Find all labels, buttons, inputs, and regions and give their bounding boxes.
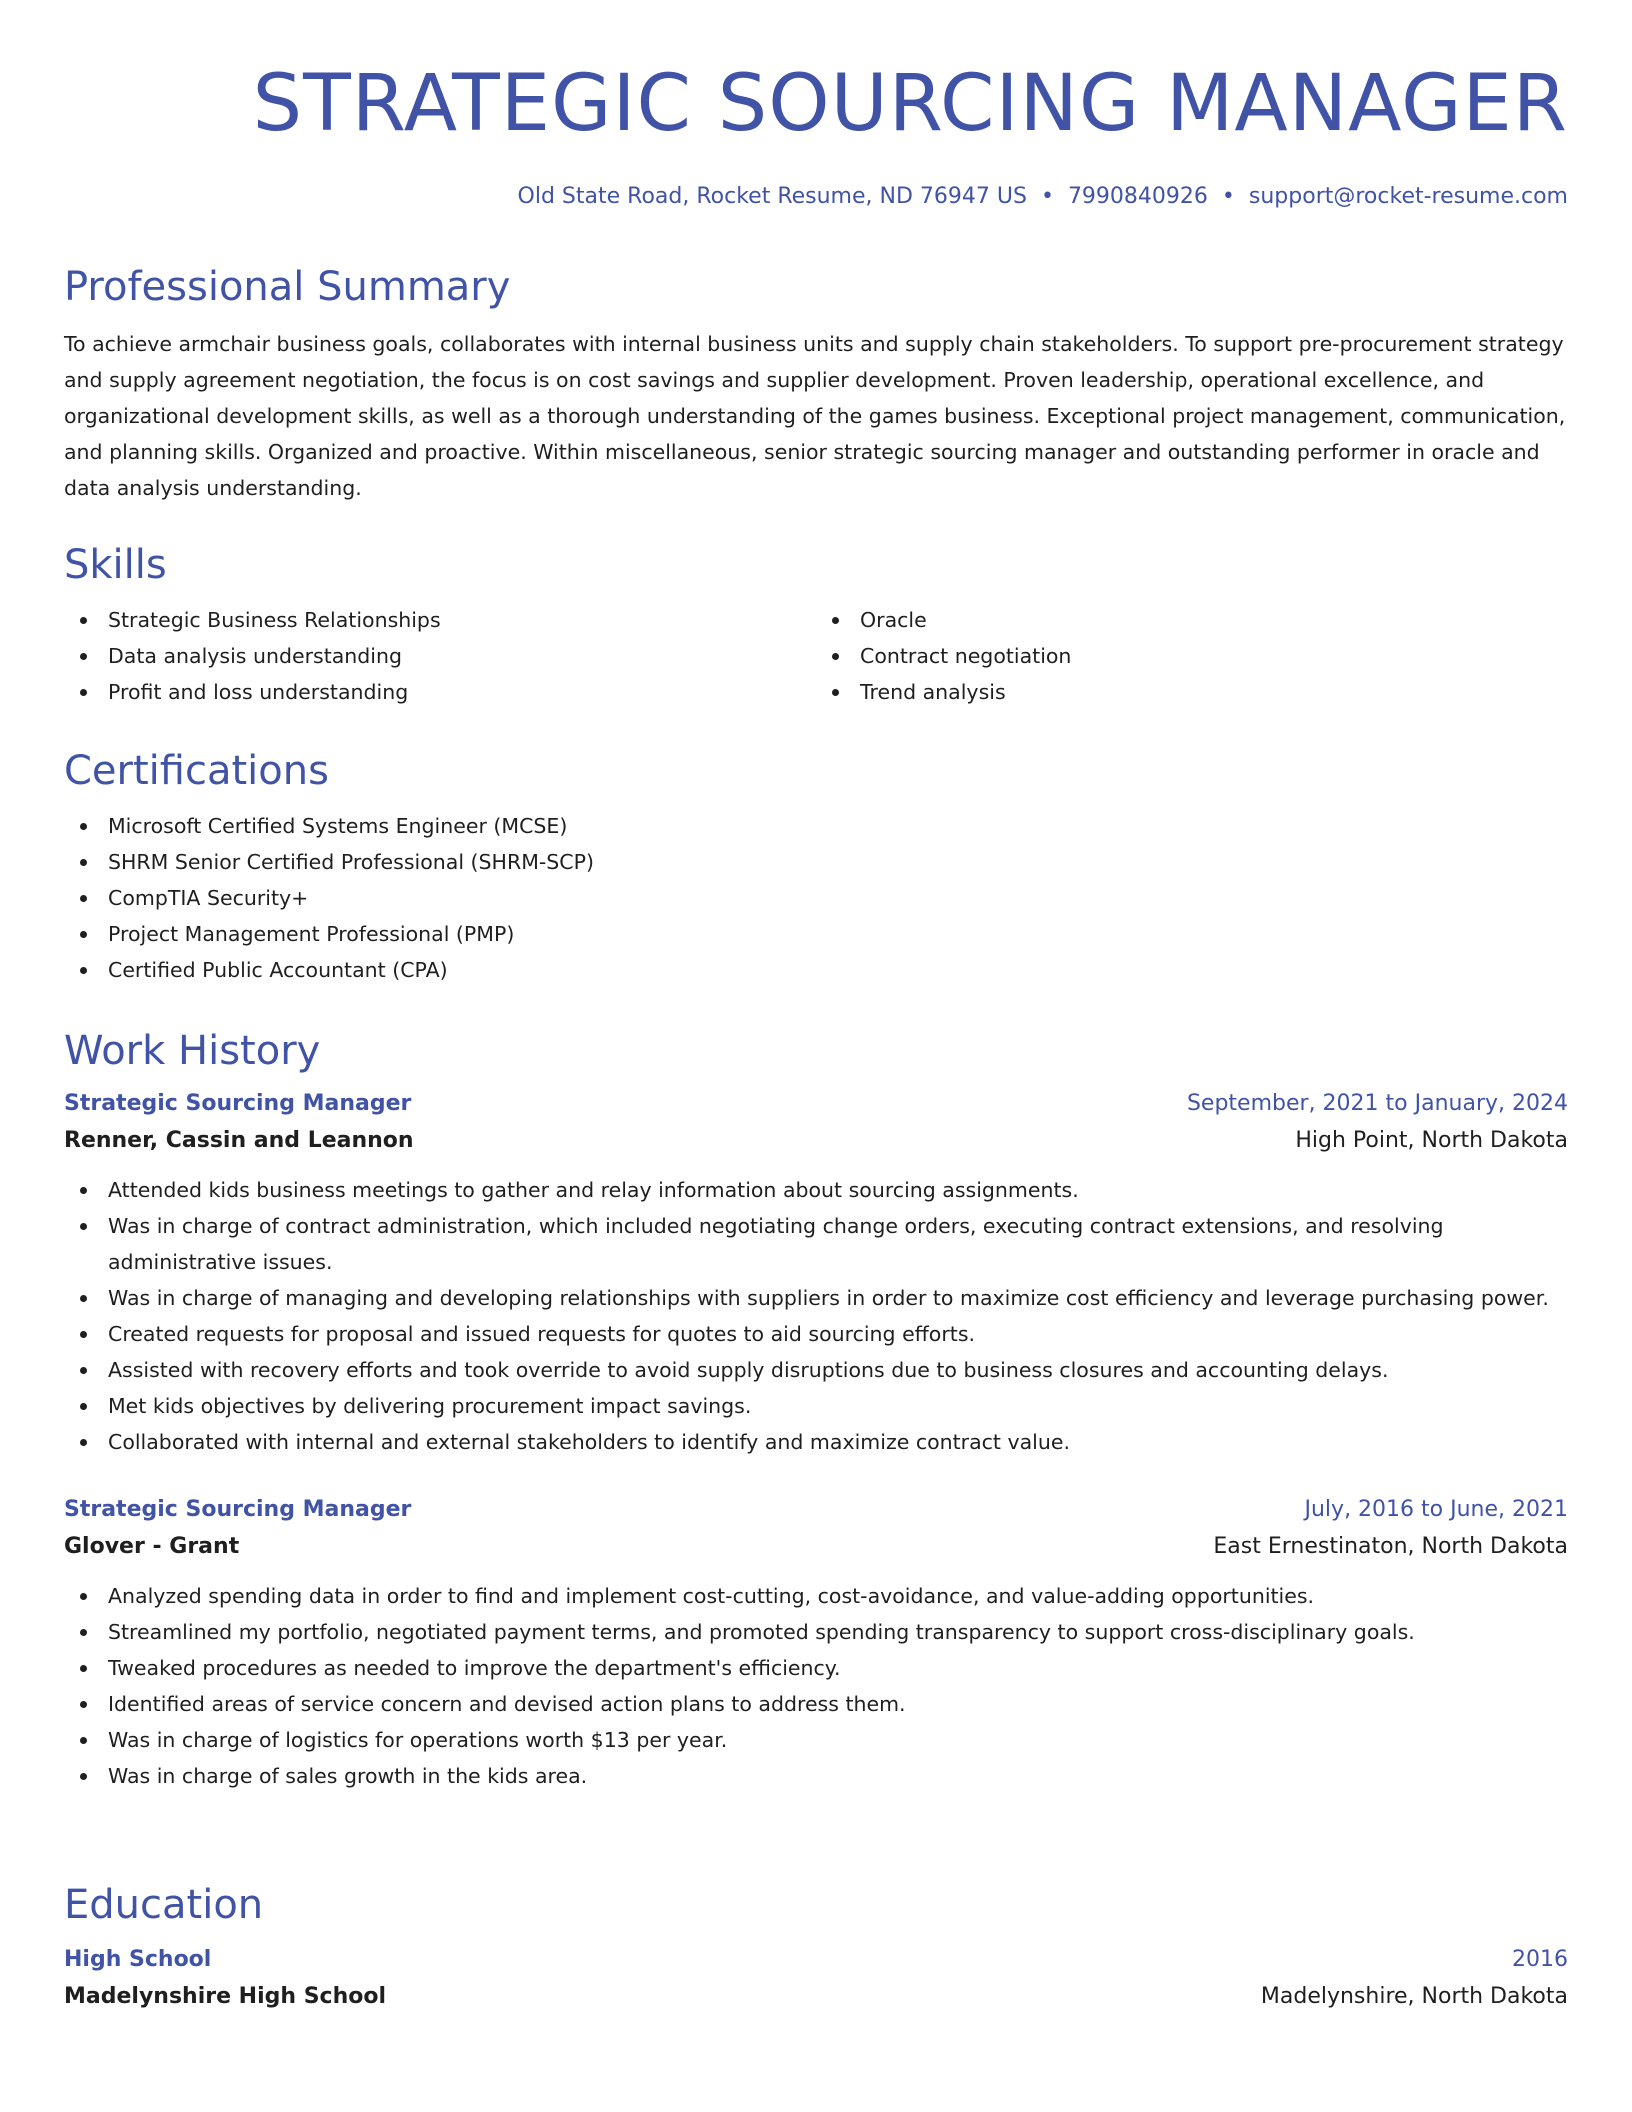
skills-column-left — [64, 602, 816, 710]
job-duty-item: Was in charge of logistics for operations worth $13 per year. — [64, 1722, 1568, 1758]
job-duty-item: Was in charge of contract administration, which included negotiating change orders, executing contract extensions, and resolving administrative issues. — [64, 1208, 1568, 1280]
job-title: STRATEGIC SOURCING MANAGER — [252, 59, 1568, 149]
skill-item: Profit and loss understanding — [64, 674, 816, 710]
job-dates: July, 2016 to June, 2021 — [1304, 1497, 1568, 1522]
skill-item: Oracle — [816, 602, 1568, 638]
summary-heading: Professional Summary — [64, 264, 511, 310]
contact-address: Old State Road, Rocket Resume, ND 76947 US — [517, 184, 1027, 209]
certification-item: SHRM Senior Certified Professional (SHRM-SCP) — [64, 844, 1568, 880]
skills-heading: Skills — [64, 542, 167, 588]
education-heading: Education — [64, 1882, 264, 1928]
certification-item: Certified Public Accountant (CPA) — [64, 952, 1568, 988]
skills-section — [64, 540, 1568, 710]
education-entry-subheader — [64, 1978, 1568, 2016]
certifications-heading: Certifications — [64, 748, 329, 794]
job-duty-item: Met kids objectives by delivering procurement impact savings. — [64, 1388, 1568, 1424]
education-school: Madelynshire High School — [64, 1984, 387, 2009]
contact-email[interactable]: support@rocket-resume.com — [1248, 184, 1568, 209]
skill-item: Data analysis understanding — [64, 638, 816, 674]
certifications-list — [64, 808, 1568, 988]
skills-list-left — [64, 602, 816, 710]
job-duty-item: Tweaked procedures as needed to improve the department's efficiency. — [64, 1650, 1568, 1686]
summary-section — [64, 262, 1568, 506]
skill-item: Contract negotiation — [816, 638, 1568, 674]
job-duty-item: Was in charge of sales growth in the kids area. — [64, 1758, 1568, 1794]
work-entry — [64, 1492, 1568, 1794]
work-history-section — [64, 1026, 1568, 1794]
contact-phone: 7990840926 — [1067, 184, 1208, 209]
contact-line — [64, 182, 1568, 212]
education-section — [64, 1880, 1568, 2016]
summary-text: To achieve armchair business goals, collaborates with internal business units and supply chain stakeholders. To support pre-procurement strategy and supply agreement negotiation, the focus is on cost savings and supplier development. Proven leadership, operational excellence, and organizational development skills, as well as a thorough understanding of the games business. Exceptional project management, communication, and planning skills. Organized and proactive. Within miscellaneous, senior strategic sourcing manager and outstanding performer in oracle and data analysis understanding. — [64, 332, 1566, 500]
work-entry-header — [64, 1086, 1568, 1122]
work-entry-subheader — [64, 1122, 1568, 1160]
contact-separator: • — [1221, 184, 1235, 209]
job-duties-list — [64, 1578, 1568, 1794]
job-location: High Point, North Dakota — [1295, 1128, 1568, 1153]
job-duty-item: Streamlined my portfolio, negotiated payment terms, and promoted spending transparency to support cross-disciplinary goals. — [64, 1614, 1568, 1650]
skill-item: Strategic Business Relationships — [64, 602, 816, 638]
job-dates: September, 2021 to January, 2024 — [1186, 1091, 1568, 1116]
job-company: Renner, Cassin and Leannon — [64, 1128, 414, 1153]
job-role: Strategic Sourcing Manager — [64, 1091, 412, 1116]
work-entry-header — [64, 1492, 1568, 1528]
job-duty-item: Analyzed spending data in order to find and implement cost-cutting, cost-avoidance, and value-adding opportunities. — [64, 1578, 1568, 1614]
work-history-heading: Work History — [64, 1028, 321, 1074]
education-degree: High School — [64, 1947, 212, 1972]
certifications-section — [64, 746, 1568, 988]
certification-item: CompTIA Security+ — [64, 880, 1568, 916]
skills-column-right — [816, 602, 1568, 710]
job-role: Strategic Sourcing Manager — [64, 1497, 412, 1522]
skills-list-right — [816, 602, 1568, 710]
work-entry-subheader — [64, 1528, 1568, 1566]
education-location: Madelynshire, North Dakota — [1260, 1984, 1568, 2009]
education-year: 2016 — [1512, 1947, 1568, 1972]
job-duties-list — [64, 1172, 1568, 1460]
job-duty-item: Assisted with recovery efforts and took override to avoid supply disruptions due to business closures and accounting delays. — [64, 1352, 1568, 1388]
work-entry — [64, 1086, 1568, 1460]
certification-item: Project Management Professional (PMP) — [64, 916, 1568, 952]
job-company: Glover - Grant — [64, 1534, 240, 1559]
skills-grid — [64, 602, 1568, 710]
education-entry-header — [64, 1942, 1568, 1978]
job-duty-item: Identified areas of service concern and devised action plans to address them. — [64, 1686, 1568, 1722]
contact-separator: • — [1040, 184, 1054, 209]
skill-item: Trend analysis — [816, 674, 1568, 710]
education-entry — [64, 1942, 1568, 2016]
job-duty-item: Was in charge of managing and developing relationships with suppliers in order to maximize cost efficiency and leverage purchasing power. — [64, 1280, 1568, 1316]
job-duty-item: Collaborated with internal and external stakeholders to identify and maximize contract value. — [64, 1424, 1568, 1460]
job-duty-item: Created requests for proposal and issued requests for quotes to aid sourcing efforts. — [64, 1316, 1568, 1352]
job-location: East Ernestinaton, North Dakota — [1213, 1534, 1568, 1559]
resume-header — [64, 56, 1568, 212]
certification-item: Microsoft Certified Systems Engineer (MCSE) — [64, 808, 1568, 844]
job-duty-item: Attended kids business meetings to gather and relay information about sourcing assignments. — [64, 1172, 1568, 1208]
